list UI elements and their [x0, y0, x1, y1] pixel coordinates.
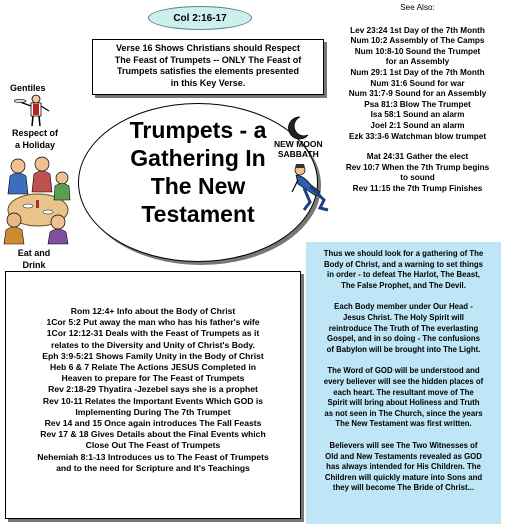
- reference-item: Rev 11:15 the 7th Trump Finishes: [352, 183, 483, 193]
- commentary-line: as not seen in The Church, since the years: [324, 408, 483, 418]
- see-also-heading: See Also:: [400, 3, 435, 12]
- verse-note-box: [92, 39, 324, 95]
- commentary-line: The False Prophet, and The Devil.: [341, 280, 466, 290]
- commentary-paragraph: [306, 366, 501, 430]
- commentary-line: each heart. The resultant move of The: [333, 387, 474, 397]
- title-line: Trumpets - a: [129, 117, 267, 143]
- reference-item: Num 10:2 Assembly of The Camps: [350, 36, 485, 46]
- scripture-line: Rev 2:18-29 Thyatira -Jezebel says she is a prophet: [48, 384, 258, 395]
- respect-line: a Holiday: [14, 140, 55, 150]
- reference-item: Psa 81:3 Blow The Trumpet: [364, 99, 471, 109]
- main-title: [86, 116, 310, 228]
- reference-item: for an Assembly: [385, 57, 450, 67]
- scripture-line: 1Cor 5:2 Put away the man who has his father's wife: [46, 317, 260, 328]
- scripture-line: 1Cor 12:12-31 Deals with the Feast of Trumpets as it: [46, 328, 260, 339]
- reclining-man-clipart: [290, 162, 332, 212]
- verse-note-line: Trumpets satisfies the elements presented: [116, 66, 300, 76]
- commentary-line: in order - to defeat The Harlot, The Beast,: [327, 270, 480, 280]
- scripture-references-box: [5, 271, 301, 519]
- commentary-paragraph: [306, 249, 501, 291]
- scripture-line: Heaven to prepare for The Feast of Trumpets: [61, 373, 245, 384]
- scripture-line: Rev 17 & 18 Gives Details about the Final Events which: [40, 429, 266, 440]
- scripture-line: and to the need for Scripture and It's Teachings: [56, 462, 250, 473]
- title-line: The New: [150, 173, 246, 199]
- respect-holiday-label: [6, 127, 64, 151]
- verse-note-line: in this Key Verse.: [170, 77, 246, 88]
- commentary-line: Old and New Testaments revealed as GOD: [325, 451, 482, 461]
- commentary-line: Body of Christ, and a warning to set things: [324, 259, 483, 269]
- reference-item: Joel 2:1 Sound an alarm: [370, 120, 465, 130]
- scripture-line: Rev 10-11 Relates the Important Events Which GOD is: [42, 395, 264, 406]
- commentary-box: [306, 242, 501, 524]
- title-line: Gathering In: [130, 145, 266, 171]
- scripture-line: relates to the Diversity and Unity of Christ's Body.: [51, 339, 255, 350]
- waiter-clipart: [14, 93, 58, 127]
- dinner-party-clipart: [2, 150, 74, 246]
- commentary-paragraph: [306, 441, 501, 494]
- scripture-line: Nehemiah 8:1-13 Introduces us to The Feast of Trumpets: [37, 451, 269, 462]
- reference-item: Num 10:8-10 Sound the Trumpet: [354, 46, 481, 56]
- gentiles-label: Gentiles: [10, 83, 46, 93]
- commentary-line: has always intended for His Children. The: [326, 462, 481, 472]
- scripture-line: Rom 12:4+ Info about the Body of Christ: [70, 306, 236, 316]
- commentary-line: of Babylon will be brought into The Light.: [326, 344, 481, 354]
- scripture-line: Close Out The Feast of Trumpets: [85, 440, 221, 451]
- new-moon-line: SABBATH: [277, 148, 319, 159]
- reference-item: Num 31:7-9 Sound for an Assembly: [348, 89, 487, 99]
- scripture-line: Implementing During The 7th Trumpet: [75, 406, 231, 417]
- commentary-line: The Word of GOD will be understood and: [327, 366, 480, 376]
- commentary-line: Jesus Christ. The Holy Spirit will: [343, 312, 464, 322]
- respect-line: Respect of: [11, 128, 58, 138]
- scripture-line: Eph 3:9-5:21 Shows Family Unity in the Body of Christ: [42, 350, 264, 361]
- reference-item: Num 31:6 Sound for war: [370, 78, 465, 88]
- see-also-list: [329, 3, 506, 195]
- reference-item: Ezk 33:3-6 Watchman blow trumpet: [348, 131, 487, 141]
- eat-line: Drink: [22, 260, 46, 270]
- scripture-badge: Col 2:16-17: [148, 6, 252, 30]
- verse-note-line: The Feast of Trumpets -- ONLY The Feast of: [114, 54, 302, 65]
- commentary-line: Gospel, and in so doing - The confusions: [327, 334, 480, 344]
- scripture-line: Rev 14 and 15 Once again introduces The Fall Feasts: [44, 418, 262, 429]
- commentary-paragraph: [306, 302, 501, 355]
- commentary-line: Thus we should look for a gathering of The: [323, 249, 484, 258]
- reference-item: Isa 58:1 Sound an alarm: [370, 110, 465, 120]
- title-line: Testament: [141, 201, 255, 227]
- reference-item: Mat 24:31 Gather the elect: [366, 152, 469, 162]
- commentary-line: every believer will see the hidden places of: [323, 376, 484, 386]
- moon-clipart: [284, 115, 310, 141]
- verse-note-line: Verse 16 Shows Christians should Respect: [115, 43, 301, 53]
- commentary-line: The New Testament was first written.: [335, 419, 472, 429]
- commentary-line: Spirit will bring about Holiness and Truth: [327, 398, 480, 408]
- new-moon-line: NEW MOON: [274, 139, 323, 149]
- eat-drink-label: [14, 247, 54, 271]
- reference-item: Rev 10:7 When the 7th Trump begins: [345, 162, 490, 172]
- reference-item: Num 29:1 1st Day of the 7th Month: [350, 67, 485, 77]
- commentary-line: reintroduce The Truth of The everlasting: [328, 323, 479, 333]
- commentary-line: Children will quickly mature into Sons and: [324, 472, 483, 482]
- commentary-line: Each Body member under Our Head -: [334, 302, 473, 312]
- scripture-line: Heb 6 & 7 Relate The Actions JESUS Completed in: [50, 362, 256, 373]
- reference-item: to sound: [400, 173, 435, 183]
- eat-line: Eat and: [17, 248, 51, 258]
- commentary-line: they will become The Bride of Christ...: [332, 483, 475, 493]
- reference-item: Lev 23:24 1st Day of the 7th Month: [350, 25, 485, 35]
- new-moon-sabbath-label: [274, 140, 323, 159]
- commentary-line: Believers will see The Two Witnesses of: [329, 440, 478, 450]
